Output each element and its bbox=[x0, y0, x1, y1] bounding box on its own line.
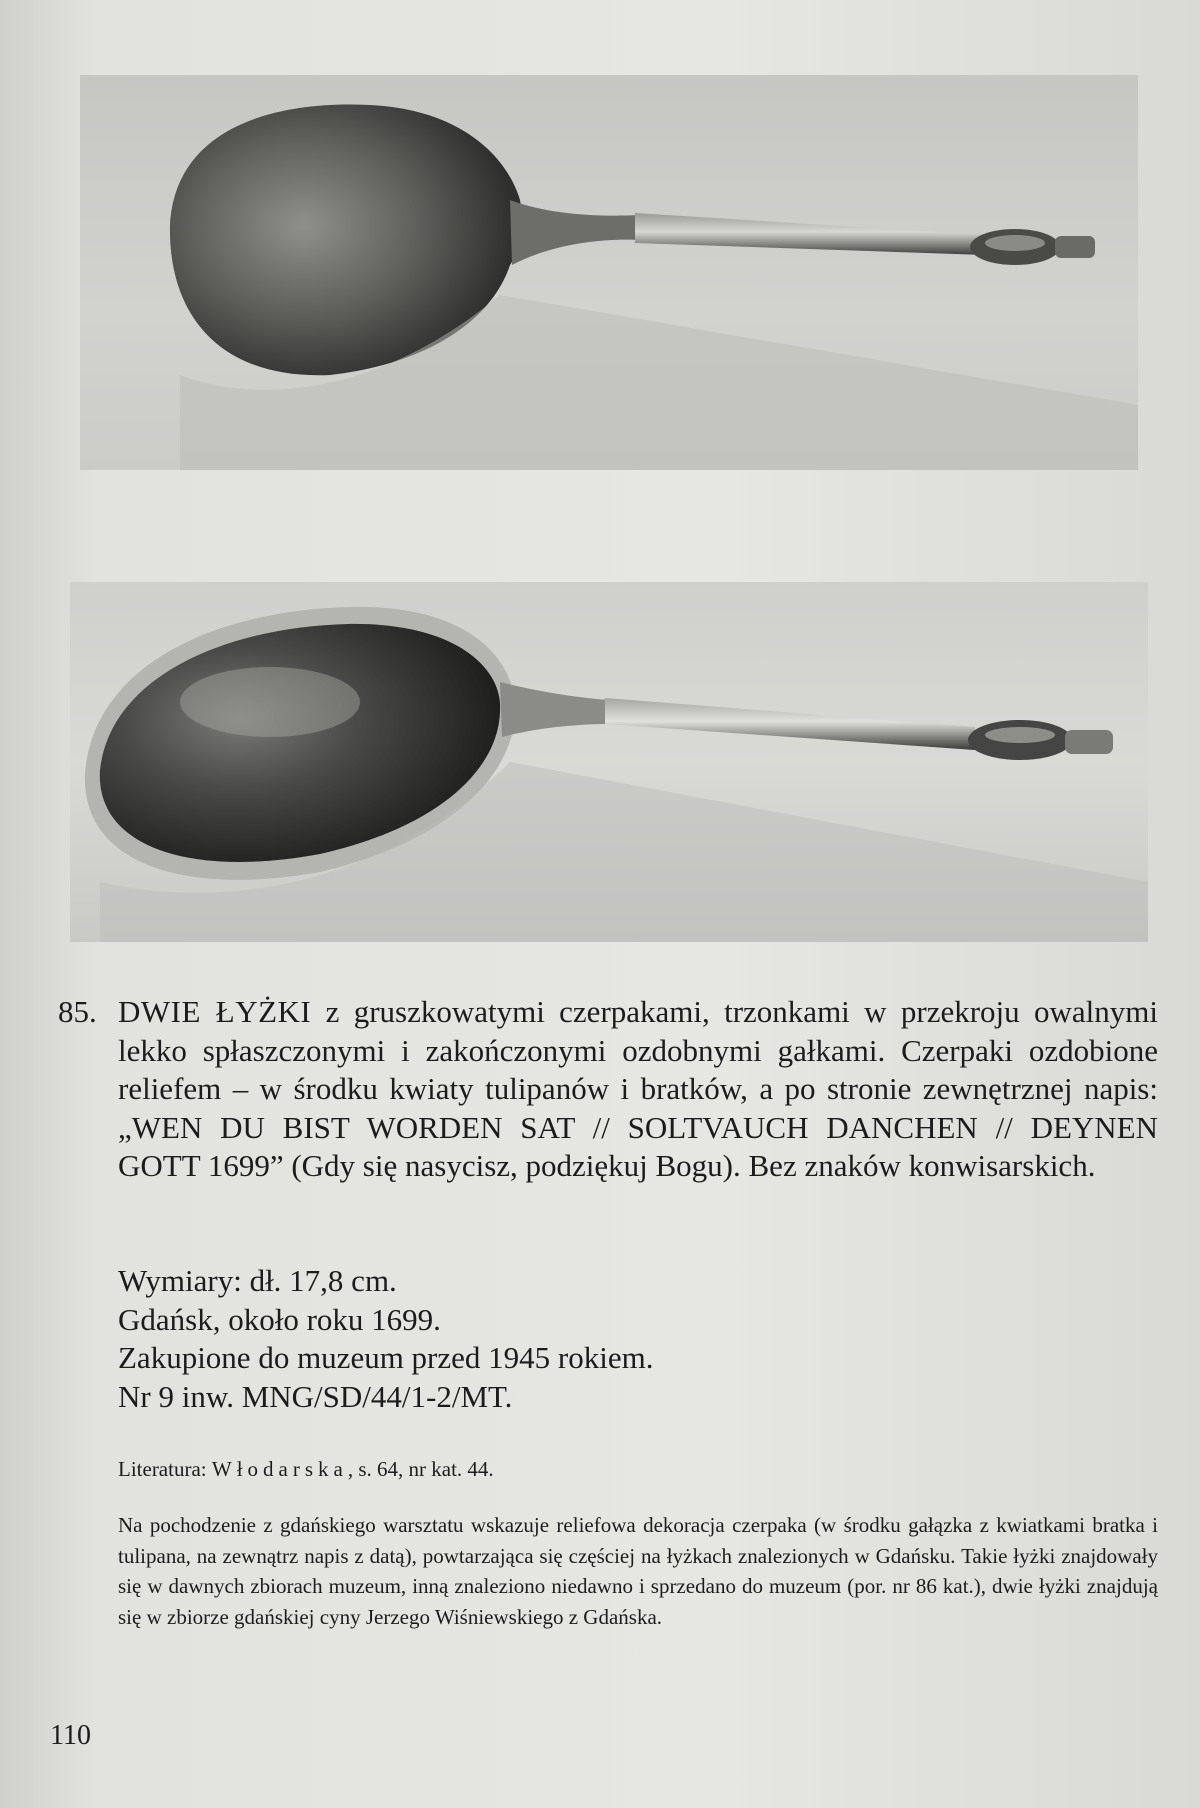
commentary-note: Na pochodzenie z gdańskiego warsztatu wskazuje reliefowa dekoracja czerpaka (w środku gałązka z kwiatkami bratka i tulipana, na zewnątrz napis z datą), powtarzająca się częściej na łyżkach znalezionych w Gdańsku. Takie łyżki znajdowały się w dawnych zbiorach muzeum, inną znaleziono niedawno i sprzedano do muzeum (por. nr 86 kat.), dwie łyżki znajdują się w zbiorze gdańskiej cyny Jerzego Wiśniewskiego z Gdańska. bbox=[118, 1513, 1158, 1629]
detail-inventory: Nr 9 inw. MNG/SD/44/1-2/MT. bbox=[118, 1378, 513, 1414]
catalog-number: 85. bbox=[58, 994, 97, 1029]
detail-acquisition: Zakupione do muzeum przed 1945 rokiem. bbox=[118, 1340, 654, 1375]
details-list bbox=[118, 1262, 653, 1416]
page-number: 110 bbox=[50, 1720, 91, 1751]
literature-line bbox=[118, 1455, 494, 1483]
literature-author: Włodarska bbox=[211, 1457, 348, 1481]
literature-label: Literatura: bbox=[118, 1457, 207, 1481]
literature-ref: , s. 64, nr kat. 44. bbox=[347, 1457, 494, 1481]
catalog-entry bbox=[118, 993, 1158, 1186]
spoon-photo-bottom bbox=[70, 582, 1148, 942]
entry-description: z gruszkowatymi czerpakami, trzonkami w przekroju owalnymi lekko spłaszczonymi i zakończonymi ozdobnymi gałkami. Czerpaki ozdobione reliefem – w środku kwiaty tulipanów i bratków, a po stronie zewnętrznej napis: „WEN DU BIST WORDEN SAT // SOLTVAUCH DANCHEN // DEYNEN GOTT 1699” (Gdy się nasycisz, podziękuj Bogu). Bez znaków konwisarskich. bbox=[118, 994, 1158, 1183]
detail-origin: Gdańsk, około roku 1699. bbox=[118, 1301, 441, 1337]
detail-dimensions: Wymiary: dł. 17,8 cm. bbox=[118, 1263, 397, 1298]
entry-title: DWIE ŁYŻKI bbox=[118, 994, 312, 1029]
spoon-photo-top bbox=[80, 75, 1138, 470]
